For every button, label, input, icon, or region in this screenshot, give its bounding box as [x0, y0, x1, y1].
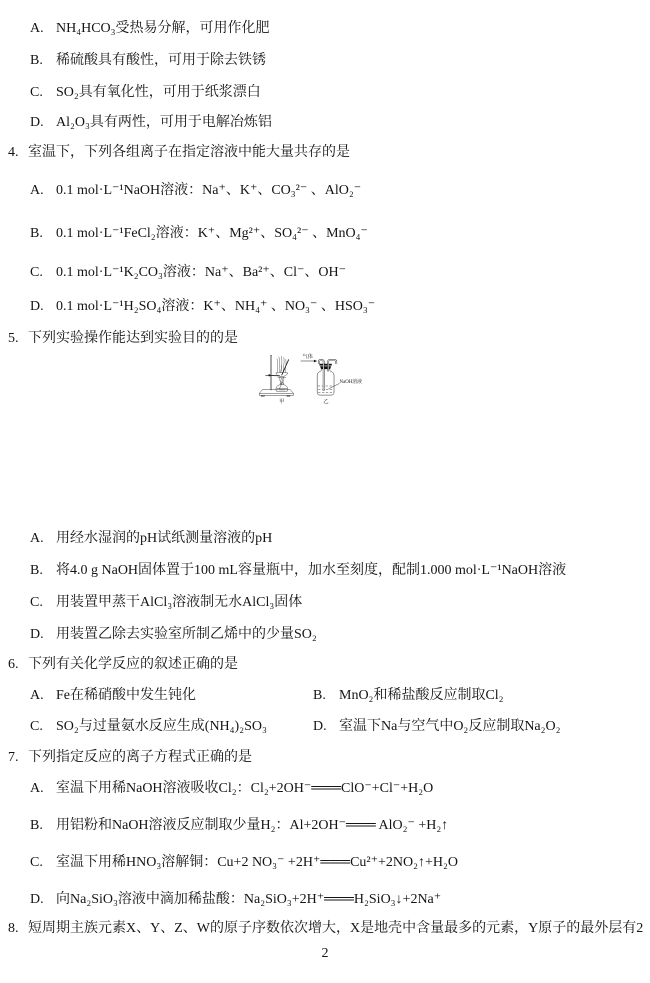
- option-text: Al₂O₃具有两性，可用于电解冶炼铝: [56, 115, 272, 130]
- option-text: Fe在稀硝酸中发生钝化: [56, 688, 196, 703]
- option-label: B.: [30, 818, 43, 833]
- q5-option-a: [30, 529, 272, 549]
- question-number: 7.: [8, 750, 19, 765]
- option-label: A.: [30, 688, 44, 703]
- q4-option-d: [30, 297, 375, 317]
- option-label: D.: [30, 627, 44, 642]
- option-text: NH₄HCO₃受热易分解，可用作化肥: [56, 21, 270, 36]
- q5-option-b: [30, 561, 566, 581]
- option-label: A.: [30, 531, 44, 546]
- option-label: A.: [30, 781, 44, 796]
- bottle-body: [317, 369, 334, 395]
- gas-washing-bottle: [301, 360, 340, 395]
- stem-text: 下列有关化学反应的叙述正确的是: [28, 657, 238, 672]
- option-text: 室温下用稀HNO₃溶解铜：Cu+2 NO₃⁻ +2H⁺═══Cu²⁺+2NO₂↑+H₂O: [56, 855, 459, 870]
- option-label: B.: [313, 688, 326, 703]
- q5-option-d: [30, 625, 317, 645]
- option-text: SO₂与过量氨水反应生成(NH₄)₂SO₃: [56, 719, 267, 734]
- page-number: 2: [321, 946, 329, 961]
- q3-option-a: [30, 19, 270, 39]
- q7-option-b: [30, 816, 448, 836]
- q7-option-a: [30, 779, 433, 799]
- option-label: D.: [313, 719, 327, 734]
- option-label: D.: [30, 892, 44, 907]
- steam-lines: [277, 356, 286, 373]
- option-label: B.: [30, 53, 43, 68]
- q4-option-b: [30, 224, 368, 244]
- q5-option-c: [30, 593, 302, 613]
- option-text: 用经水湿润的pH试纸测量溶液的pH: [56, 531, 273, 546]
- option-text: 用铝粉和NaOH溶液反应制取少量H₂：Al+2OH⁻═══ AlO₂⁻ +H₂↑: [56, 818, 449, 833]
- question-number: 5.: [8, 331, 19, 346]
- q5-apparatus-figure: [150, 350, 520, 518]
- option-text: 室温下用稀NaOH溶液吸收Cl₂：Cl₂+2OH⁻═══ClO⁻+Cl⁻+H₂O: [56, 781, 434, 796]
- q6-options-row-2: [30, 717, 561, 737]
- stopper: [319, 364, 331, 369]
- option-text: 0.1 mol·L⁻¹K₂CO₃溶液：Na⁺、Ba²⁺、Cl⁻、OH⁻: [56, 265, 346, 280]
- q6-option-b: [313, 686, 504, 706]
- option-text: 向Na₂SiO₃溶液中滴加稀盐酸：Na₂SiO₃+2H⁺═══H₂SiO₃↓+2Na⁺: [56, 892, 442, 907]
- option-label: D.: [30, 115, 44, 130]
- option-text: MnO₂和稀盐酸反应制取Cl₂: [339, 688, 504, 703]
- stem-text: 室温下，下列各组离子在指定溶液中能大量共存的是: [28, 145, 350, 160]
- option-text: SO₂具有氧化性，可用于纸浆漂白: [56, 85, 261, 100]
- option-label: C.: [30, 855, 43, 870]
- option-text: 0.1 mol·L⁻¹NaOH溶液：Na⁺、K⁺、CO₃²⁻ 、AlO₂⁻: [56, 183, 362, 198]
- liquid-dashes: [318, 386, 334, 392]
- option-label: D.: [30, 299, 44, 314]
- gas-flow-arrow: [301, 360, 318, 363]
- q6-option-c: [30, 719, 267, 734]
- q4-option-a: [30, 181, 361, 201]
- option-label: B.: [30, 563, 43, 578]
- q7-option-d: [30, 890, 441, 910]
- option-text: 0.1 mol·L⁻¹FeCl₂溶液：K⁺、Mg²⁺、SO₄²⁻ 、MnO₄⁻: [56, 226, 368, 241]
- q3-option-b: [30, 51, 266, 71]
- option-label: A.: [30, 21, 44, 36]
- q7-option-c: [30, 853, 458, 873]
- stem-text: 下列指定反应的离子方程式正确的是: [28, 750, 252, 765]
- option-label: B.: [30, 226, 43, 241]
- option-label: C.: [30, 265, 43, 280]
- q3-option-d: [30, 113, 272, 133]
- question-number: 6.: [8, 657, 19, 672]
- question-6-stem: [8, 655, 238, 675]
- option-label: A.: [30, 183, 44, 198]
- right-apparatus-caption: 乙: [323, 398, 329, 405]
- option-text: 室温下Na与空气中O₂反应制取Na₂O₂: [339, 719, 561, 734]
- q3-option-c: [30, 83, 261, 103]
- question-5-stem: [8, 329, 238, 349]
- stand-base: [259, 390, 293, 397]
- gas-label: 气体: [302, 353, 313, 360]
- question-4-stem: [8, 143, 350, 163]
- option-text: 0.1 mol·L⁻¹H₂SO₄溶液：K⁺、NH₄⁺ 、NO₃⁻ 、HSO₃⁻: [56, 299, 376, 314]
- q6-option-d: [313, 717, 561, 737]
- question-8-stem: [8, 919, 643, 939]
- q4-option-c: [30, 263, 346, 283]
- option-text: 用装置甲蒸干AlCl₃溶液制无水AlCl₃固体: [56, 595, 303, 610]
- option-text: 将4.0 g NaOH固体置于100 mL容量瓶中，加水至刻度，配制1.000 mol·L⁻¹NaOH溶液: [56, 563, 567, 578]
- option-label: C.: [30, 85, 43, 100]
- left-apparatus-caption: 甲: [279, 398, 285, 405]
- iron-stand-apparatus: [259, 356, 293, 397]
- alcohol-lamp: [276, 383, 288, 391]
- stem-text: 下列实验操作能达到实验目的的是: [28, 331, 238, 346]
- q6-options-row-1: [30, 686, 504, 706]
- option-label: C.: [30, 595, 43, 610]
- option-text: 用装置乙除去实验室所制乙烯中的少量SO₂: [56, 627, 317, 642]
- option-label: C.: [30, 719, 43, 734]
- question-number: 8.: [8, 921, 19, 936]
- naoh-solution-label: NaOH溶液: [339, 379, 362, 385]
- outlet-tube: [328, 360, 336, 371]
- option-text: 稀硫酸具有酸性，可用于除去铁锈: [56, 53, 266, 68]
- q6-option-a: [30, 688, 196, 703]
- flame: [280, 377, 284, 383]
- stem-text: 短周期主族元素X、Y、Z、W的原子序数依次增大，X是地壳中含量最多的元素，Y原子的最外层有2: [28, 921, 644, 936]
- question-7-stem: [8, 748, 252, 768]
- question-number: 4.: [8, 145, 19, 160]
